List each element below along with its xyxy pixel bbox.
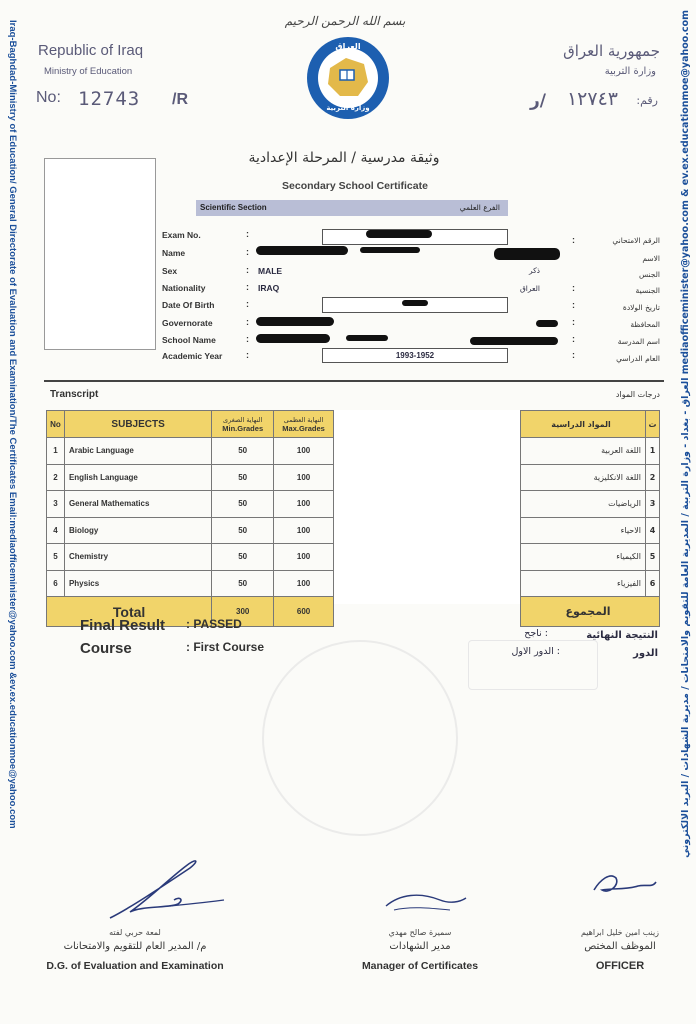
header-country-ar: جمهورية العراق	[563, 42, 660, 60]
header-country-en: Republic of Iraq	[38, 42, 144, 59]
certificate-title-en: Secondary School Certificate	[282, 180, 428, 192]
signature-2-icon	[380, 880, 470, 925]
student-photo	[44, 158, 156, 350]
grades-table-ar	[520, 410, 660, 627]
colon: :	[246, 265, 249, 275]
signatory-title-en: Manager of Certificates	[361, 960, 479, 972]
max-grade: 100	[274, 570, 334, 597]
obscured-grades-area	[334, 410, 520, 604]
table-row: الكيمياء 5	[521, 544, 660, 571]
nationality-value-ar: العراق	[519, 284, 540, 293]
table-row: الفيزياء 6	[521, 570, 660, 597]
col-min: النهاية الصغرى Min.Grades	[212, 411, 274, 438]
course-value: : First Course	[186, 640, 265, 654]
certificate-title-ar: وثيقة مدرسية / المرحلة الإعدادية	[248, 150, 440, 166]
grades-table-ar-header: المواد الدراسية ت	[521, 411, 660, 438]
colon: :	[246, 229, 249, 239]
signatory-title-ar: م/ المدير العام للتقويم والامتحانات	[63, 941, 207, 952]
sex-value: MALE	[258, 266, 283, 276]
min-grade: 50	[212, 570, 274, 597]
side-text-right: mediaofficeminister@yahoo.com & ev.ex.educationmoe@yahoo.com العراق - بغداد - وزارة التربية / المديرية العامة للتقويم والامتحانات / مديرية الشهادات / البريد الالكتروني	[680, 10, 691, 858]
field-label-name-ar: الاسم	[642, 254, 660, 263]
academic-year-value: 1993-1952	[395, 351, 435, 360]
side-text-left: Iraq-Baghdad-Ministry of Education/ General Directorate of Evaluation and Examination/The Certificates Email:mediaofficeminister@yahoo.com &ev.ex.educationmoe@yahoo.com	[7, 20, 18, 829]
course-label: Course	[80, 640, 132, 657]
colon: :	[246, 247, 249, 257]
section-ar: الفرع العلمي	[459, 203, 500, 212]
signature-3-icon	[586, 860, 662, 915]
signature-1-icon	[100, 848, 230, 933]
signatory-name: سميرة صالح مهدي	[388, 928, 452, 937]
min-grade: 50	[212, 544, 274, 571]
redacted-school	[256, 334, 330, 343]
colon: :	[572, 334, 575, 344]
table-row: الاحياء 4	[521, 517, 660, 544]
cert-suffix-en: /R	[172, 91, 188, 108]
signatory-name: لمعة حربي لفته	[109, 928, 161, 937]
max-grade: 100	[274, 517, 334, 544]
signatory-name: زينب امين خليل ابراهيم	[580, 928, 660, 937]
table-row: 6 Physics 50 100	[47, 570, 334, 597]
total-max: 600	[274, 597, 334, 627]
basmala: بسم الله الرحمن الرحيم	[284, 14, 406, 28]
table-row: 4 Biology 50 100	[47, 517, 334, 544]
signatory-title-ar: مدير الشهادات	[389, 941, 451, 952]
colon: :	[572, 283, 575, 293]
redacted-school-ar	[470, 337, 558, 345]
min-grade: 50	[212, 491, 274, 518]
colon: :	[572, 317, 575, 327]
max-grade: 100	[274, 544, 334, 571]
table-row: 5 Chemistry 50 100	[47, 544, 334, 571]
subject-name: Arabic Language	[64, 438, 211, 465]
col-subjects: SUBJECTS	[64, 411, 211, 438]
max-grade: 100	[274, 491, 334, 518]
colon: :	[246, 317, 249, 327]
redacted-dob	[402, 300, 428, 306]
table-row: اللغة الانكليزية 2	[521, 464, 660, 491]
col-no: No	[47, 411, 65, 438]
cert-suffix-ar: /ر	[530, 91, 546, 111]
divider	[44, 380, 664, 382]
colon: :	[572, 300, 575, 310]
field-label-academic-year-ar: العام الدراسي	[616, 354, 660, 363]
subject-name: General Mathematics	[64, 491, 211, 518]
emblem-top-text: العراق	[335, 42, 361, 51]
grades-table-header	[47, 411, 334, 438]
signatory-title-ar: الموظف المختص	[584, 941, 656, 952]
cert-number-label-ar: رقم:	[636, 94, 658, 107]
signature-block-officer	[560, 928, 680, 972]
redacted-name-2	[360, 247, 420, 253]
field-label-sex-ar: الجنس	[638, 270, 660, 279]
min-grade: 50	[212, 517, 274, 544]
max-grade: 100	[274, 464, 334, 491]
redacted-name	[256, 246, 348, 255]
field-label-exam-no-ar: الرقم الامتحاني	[612, 236, 660, 245]
min-grade: 50	[212, 438, 274, 465]
colon: :	[572, 235, 575, 245]
field-label-dob: Date Of Birth	[162, 300, 215, 310]
table-row: الرياضيات 3	[521, 491, 660, 518]
signatory-title-en: OFFICER	[595, 960, 645, 972]
field-label-nationality-ar: الجنسية	[635, 286, 660, 295]
header-ministry-ar: وزارة التربية	[604, 66, 656, 77]
cert-number-en: 12743	[78, 88, 141, 110]
transcript-label-ar: درجات المواد	[615, 390, 660, 399]
min-grade: 50	[212, 464, 274, 491]
table-row: 1 Arabic Language 50 100	[47, 438, 334, 465]
table-row: 3 General Mathematics 50 100	[47, 491, 334, 518]
final-result-value: : PASSED	[186, 617, 242, 631]
col-max: النهاية العظمى Max.Grades	[274, 411, 334, 438]
field-label-sex: Sex	[162, 266, 178, 276]
field-label-governorate: Governorate	[162, 318, 213, 328]
final-result-label: Final Result	[80, 617, 166, 634]
field-label-school: School Name	[162, 335, 216, 345]
section-en: Scientific Section	[200, 203, 267, 212]
faint-stamp	[262, 640, 458, 836]
signature-block-manager	[330, 928, 510, 972]
grades-table-en	[46, 410, 334, 627]
course-label-ar: الدور	[633, 648, 658, 659]
final-result-value-ar: : ناجح	[524, 628, 548, 639]
cert-number-ar: ١٢٧٤٣	[566, 88, 618, 110]
redacted-name-ar	[494, 248, 560, 260]
table-row: 2 English Language 50 100	[47, 464, 334, 491]
colon: :	[572, 350, 575, 360]
signature-block-dg	[30, 928, 240, 972]
total-row-ar: المجموع	[521, 597, 660, 627]
sex-value-ar: ذكر	[528, 266, 540, 275]
redacted-school-2	[346, 335, 388, 341]
field-label-dob-ar: تاريخ الولادة	[622, 303, 660, 312]
field-label-academic-year: Academic Year	[162, 351, 223, 361]
total-label: Total	[47, 597, 212, 627]
course-value-ar: : الدور الاول	[511, 646, 560, 657]
colon: :	[246, 282, 249, 292]
colon: :	[246, 299, 249, 309]
nationality-value: IRAQ	[258, 283, 280, 293]
max-grade: 100	[274, 438, 334, 465]
redacted-governorate	[256, 317, 334, 326]
field-label-nationality: Nationality	[162, 283, 206, 293]
emblem-bottom-text: وزارة التربية	[326, 104, 370, 112]
faint-stamp-right	[468, 640, 598, 690]
field-label-exam-no: Exam No.	[162, 230, 201, 240]
total-min: 300	[212, 597, 274, 627]
table-row: اللغة العربية 1	[521, 438, 660, 465]
signatory-title-en: D.G. of Evaluation and Examination	[46, 960, 224, 972]
header-ministry-en: Ministry of Education	[44, 66, 133, 77]
final-result-label-ar: النتيجة النهائية	[586, 630, 658, 641]
colon: :	[246, 350, 249, 360]
subject-name: Biology	[64, 517, 211, 544]
field-label-name: Name	[162, 248, 186, 258]
cert-number-label-en: No:	[36, 89, 61, 106]
redacted-governorate-ar	[536, 320, 558, 327]
redacted-exam-no	[366, 230, 432, 238]
field-label-school-ar: اسم المدرسة	[617, 337, 660, 346]
transcript-label-en: Transcript	[50, 389, 99, 400]
subject-name: Physics	[64, 570, 211, 597]
colon: :	[246, 334, 249, 344]
subject-name: English Language	[64, 464, 211, 491]
field-label-governorate-ar: المحافظة	[630, 320, 660, 329]
subject-name: Chemistry	[64, 544, 211, 571]
